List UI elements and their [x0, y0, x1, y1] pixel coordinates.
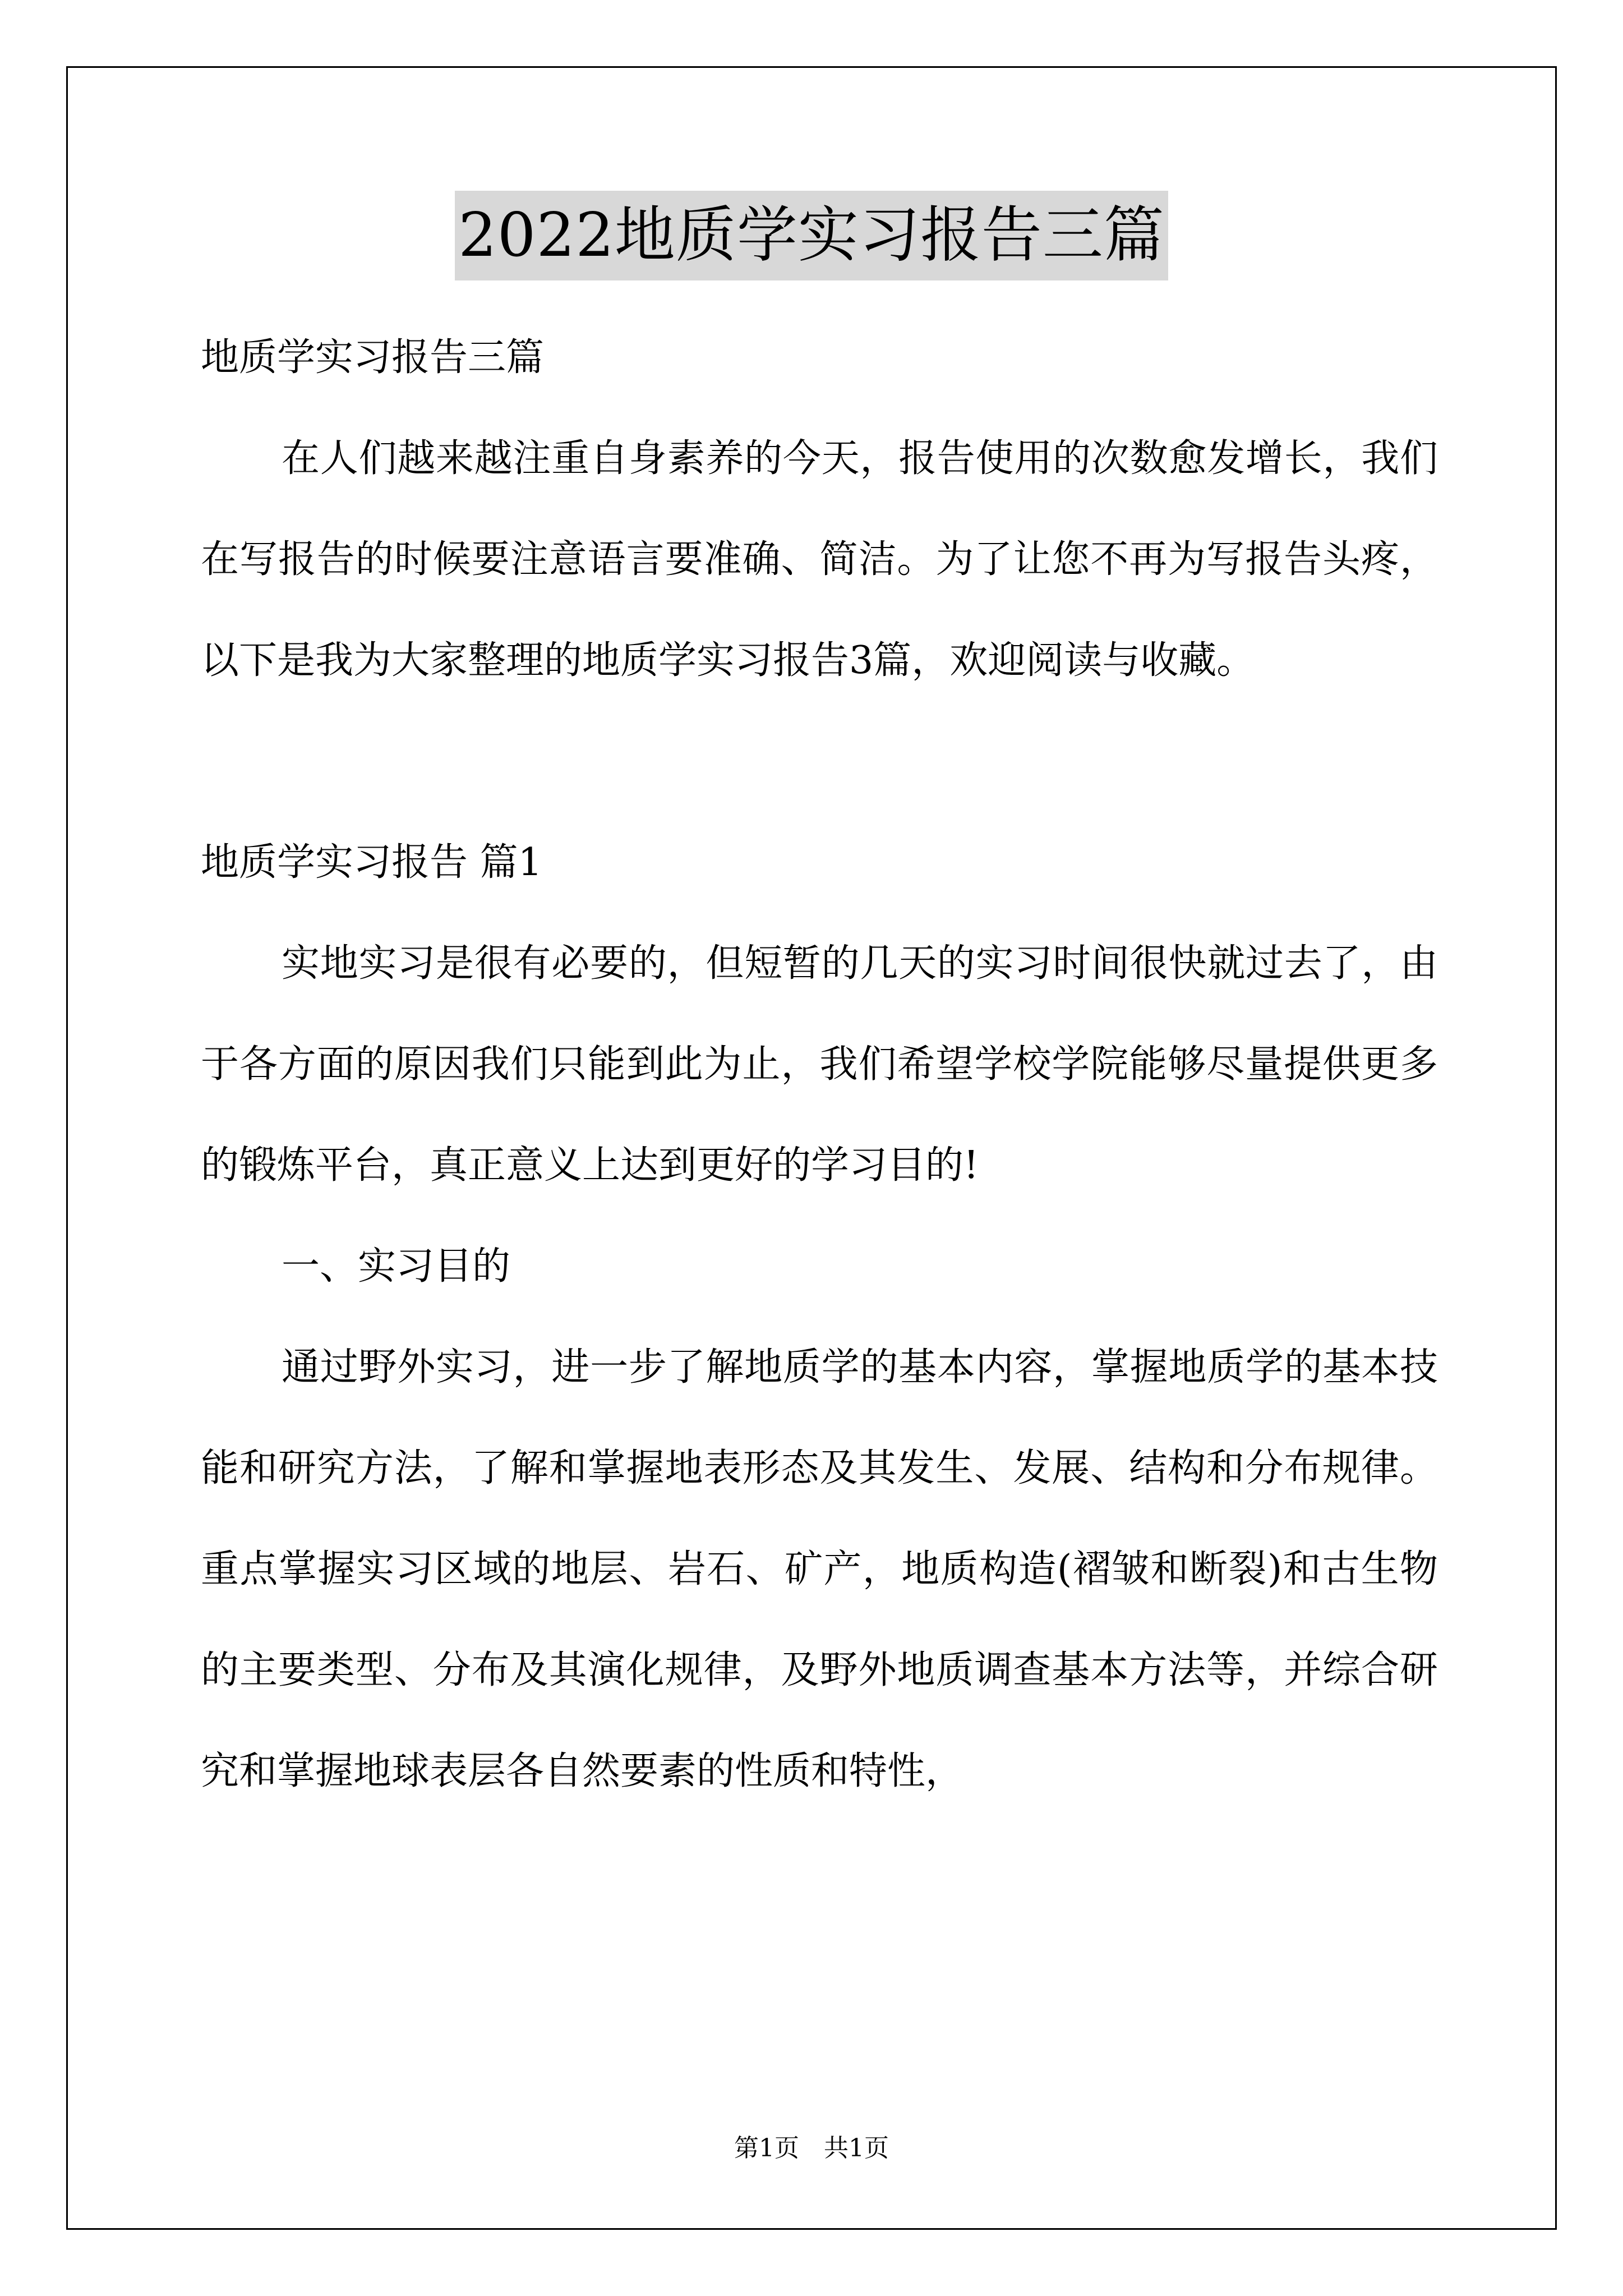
section-paragraph-2: 通过野外实习，进一步了解地质学的基本内容，掌握地质学的基本技能和研究方法，了解和掌握地表形态及其发生、发展、结构和分布规律。重点掌握实习区域的地层、岩石、矿产，地质构造(褶皱和断裂)和古生物的主要类型、分布及其演化规律，及野外地质调查基本方法等，并综合研究和掌握地球表层各自然要素的性质和特性， [201, 1345, 1438, 1793]
intro-paragraph: 在人们越来越注重自身素养的今天，报告使用的次数愈发增长，我们在写报告的时候要注意语言要准确、简洁。为了让您不再为写报告头疼，以下是我为大家整理的地质学实习报告3篇，欢迎阅读与收藏。 [201, 436, 1438, 683]
title-container [0, 191, 1623, 280]
subheading-purpose: 一、实习目的 [282, 1244, 511, 1289]
paragraph-gap [201, 711, 1438, 812]
document-title: 2022地质学实习报告三篇 [455, 191, 1168, 280]
page-footer: 第1页 共1页 [734, 2134, 889, 2162]
document-subtitle: 地质学实习报告三篇 [201, 335, 545, 380]
document-body [201, 307, 1438, 1822]
section-paragraph-1: 实地实习是很有必要的，但短暂的几天的实习时间很快就过去了，由于各方面的原因我们只能到此为止，我们希望学校学院能够尽量提供更多的锻炼平台，真正意义上达到更好的学习目的! [201, 941, 1438, 1188]
section-heading: 地质学实习报告 篇1 [201, 840, 542, 885]
